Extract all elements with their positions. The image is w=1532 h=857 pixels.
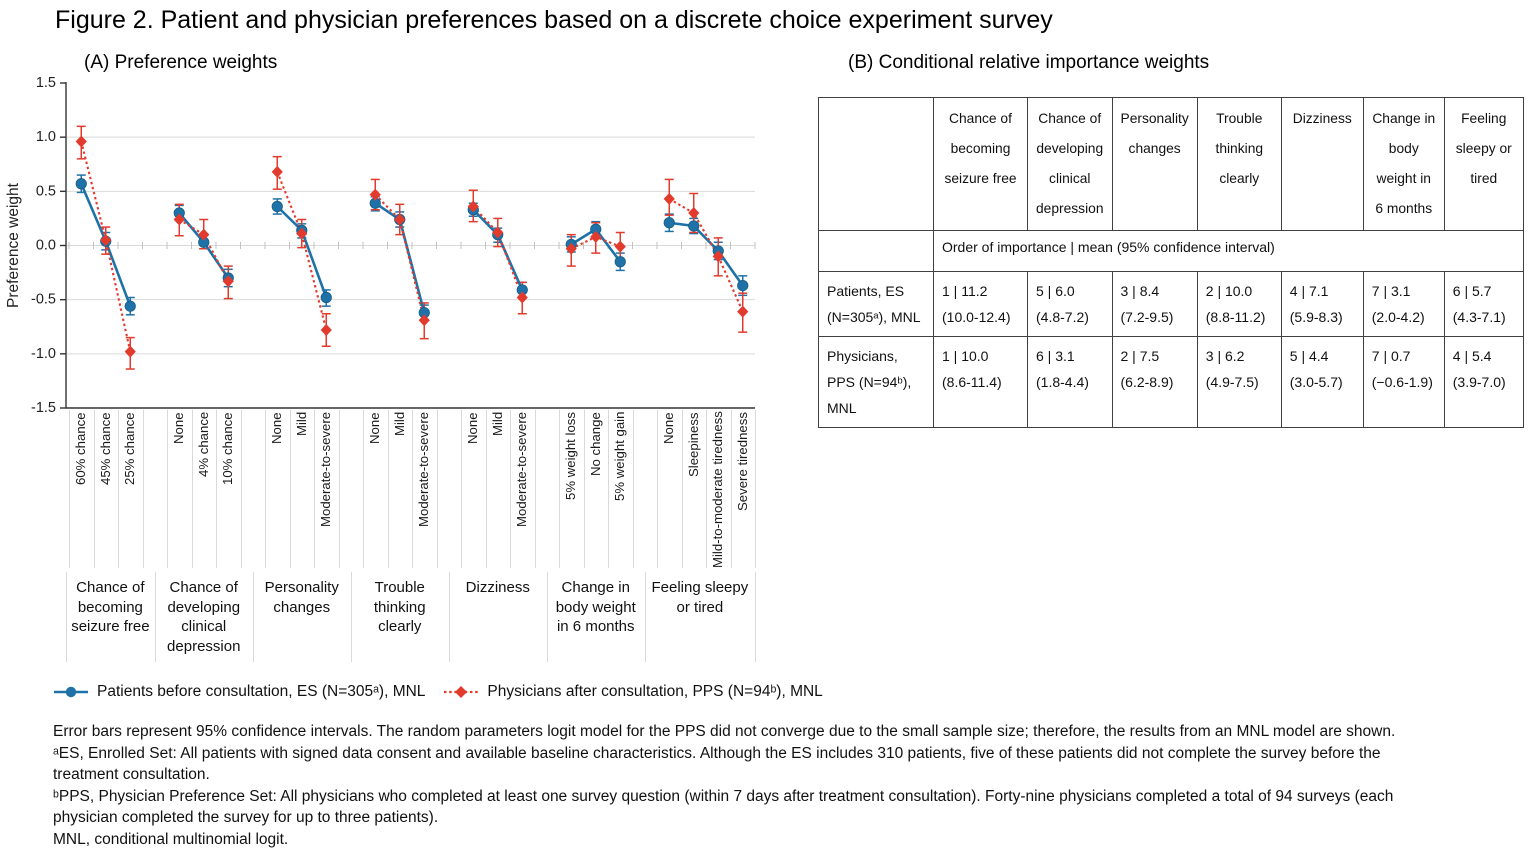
table-cell: 3 | 8.4 (7.2-9.5) xyxy=(1112,272,1197,337)
x-category-label: 5% weight gain xyxy=(612,412,628,502)
category-separator xyxy=(657,410,658,568)
x-category-label: 45% chance xyxy=(97,412,113,485)
col-header: Chance of becoming seizure free xyxy=(934,98,1028,231)
category-separator xyxy=(118,410,119,568)
category-separator xyxy=(510,410,511,568)
table-cell: 2 | 7.5 (6.2-8.9) xyxy=(1112,337,1197,428)
y-tick-label: 0.0 xyxy=(35,237,56,254)
category-separator xyxy=(314,410,315,568)
x-category-label: None xyxy=(367,412,383,444)
category-separator xyxy=(290,410,291,568)
group-separator xyxy=(755,572,756,662)
category-separator xyxy=(584,410,585,568)
x-category-label: Moderate-to-severe xyxy=(416,412,432,528)
legend-label-patients: Patients before consultation, ES (N=305ᵃ), MNL xyxy=(97,683,426,700)
x-category-label: Mild xyxy=(391,412,407,437)
corner-cell xyxy=(819,98,934,231)
x-category-label: None xyxy=(171,412,187,444)
table-cell: 1 | 11.2 (10.0-12.4) xyxy=(934,272,1028,337)
x-group-label: Dizziness xyxy=(465,579,530,596)
category-separator xyxy=(559,410,560,568)
table-cell: 7 | 3.1 (2.0-4.2) xyxy=(1363,272,1444,337)
category-separator xyxy=(486,410,487,568)
x-category-label: None xyxy=(269,412,285,444)
category-separator xyxy=(339,410,340,568)
x-category-label: Mild xyxy=(293,412,309,437)
category-separator xyxy=(265,410,266,568)
category-separator xyxy=(69,410,70,568)
footnote-pps: ᵇPPS, Physician Preference Set: All physicians who completed at least one survey question (within 7 days after treatment consultation). Forty-nine physicians completed a total of 94 surveys (each physician completed the survey for up to three patients). xyxy=(53,787,1394,826)
table-row-physicians xyxy=(819,337,1524,428)
x-category-label: 60% chance xyxy=(73,412,89,485)
y-tick-label: 0.5 xyxy=(35,183,56,200)
x-group-label: Change in body weight in 6 months xyxy=(555,579,636,635)
legend-item-patients xyxy=(53,683,425,701)
x-category-label: 5% weight loss xyxy=(563,412,579,500)
x-category-label: Moderate-to-severe xyxy=(514,412,530,528)
footnote-mnl: MNL, conditional multinomial logit. xyxy=(53,830,289,848)
table-cell: 6 | 3.1 (1.8-4.4) xyxy=(1028,337,1113,428)
table-cell: 7 | 0.7 (−0.6-1.9) xyxy=(1363,337,1444,428)
col-header: Trouble thinking clearly xyxy=(1197,98,1281,231)
category-separator xyxy=(535,410,536,568)
footnote-error-bars: Error bars represent 95% confidence intervals. The random parameters logit model for the PPS did not converge due to the small sample size; therefore, the results from an MNL model are shown. xyxy=(53,723,1396,740)
x-category-label: None xyxy=(465,412,481,444)
category-separator xyxy=(192,410,193,568)
y-axis-title: Preference weight xyxy=(5,183,22,308)
physicians-dotted-diamond-icon xyxy=(443,685,479,699)
legend-label-physicians: Physicians after consultation, PPS (N=94ᵇ), MNL xyxy=(487,683,823,700)
category-separator xyxy=(143,410,144,568)
col-header: Change in body weight in 6 months xyxy=(1363,98,1444,231)
x-category-label: 25% chance xyxy=(122,412,138,485)
x-category-label: Sleepiness xyxy=(685,412,701,477)
table-subheader-row xyxy=(819,231,1524,272)
x-group-label: Personality changes xyxy=(264,579,339,616)
x-category-label: No change xyxy=(587,412,603,476)
y-tick-label: -1.5 xyxy=(31,400,56,416)
x-group-label: Chance of developing clinical depression xyxy=(167,579,241,655)
row-label: Patients, ES (N=305ᵃ), MNL xyxy=(819,272,934,337)
category-separator xyxy=(94,410,95,568)
x-category-label: Moderate-to-severe xyxy=(318,412,334,528)
table-cell: 2 | 10.0 (8.8-11.2) xyxy=(1197,272,1281,337)
importance-table xyxy=(818,97,1524,428)
category-separator xyxy=(241,410,242,568)
category-separator xyxy=(706,410,707,568)
x-category-label: 4% chance xyxy=(195,412,211,478)
table-cell: 5 | 6.0 (4.8-7.2) xyxy=(1028,272,1113,337)
x-category-label: Mild xyxy=(489,412,505,437)
chart-axis-labels xyxy=(0,0,780,680)
category-separator xyxy=(461,410,462,568)
x-category-label: Severe tiredness xyxy=(734,412,750,511)
col-header: Chance of developing clinical depression xyxy=(1028,98,1113,231)
category-separator xyxy=(216,410,217,568)
y-tick-label: -1.0 xyxy=(31,345,56,362)
patients-line-circle-icon xyxy=(53,685,89,699)
panel-a-title: (A) Preference weights xyxy=(84,52,278,73)
table-cell: 4 | 5.4 (3.9-7.0) xyxy=(1444,337,1523,428)
chart-legend xyxy=(53,683,823,701)
subheader-cell: Order of importance | mean (95% confidence interval) xyxy=(934,231,1524,272)
y-tick-label: 1.0 xyxy=(35,129,56,146)
category-separator xyxy=(363,410,364,568)
table-cell: 3 | 6.2 (4.9-7.5) xyxy=(1197,337,1281,428)
x-group-label: Trouble thinking clearly xyxy=(373,579,426,635)
row-label: Physicians, PPS (N=94ᵇ), MNL xyxy=(819,337,934,428)
x-category-label: 10% chance xyxy=(220,412,236,485)
category-separator xyxy=(167,410,168,568)
category-separator xyxy=(731,410,732,568)
category-separator xyxy=(437,410,438,568)
table-cell: 6 | 5.7 (4.3-7.1) xyxy=(1444,272,1523,337)
footnote-es: ᵃES, Enrolled Set: All patients with signed data consent and available baseline characteristics. Although the ES includes 310 patients, five of these patients did not complete the survey before the treatment consultation. xyxy=(53,744,1381,783)
x-category-label: None xyxy=(661,412,677,444)
table-cell: 4 | 7.1 (5.9-8.3) xyxy=(1281,272,1363,337)
col-header: Feeling sleepy or tired xyxy=(1444,98,1523,231)
x-group-label: Feeling sleepy or tired xyxy=(651,579,749,616)
category-separator xyxy=(755,410,756,568)
col-header: Dizziness xyxy=(1281,98,1363,231)
category-separator xyxy=(608,410,609,568)
y-tick-label: 1.5 xyxy=(35,75,56,91)
category-separator xyxy=(633,410,634,568)
table-cell: 5 | 4.4 (3.0-5.7) xyxy=(1281,337,1363,428)
table-cell: 1 | 10.0 (8.6-11.4) xyxy=(934,337,1028,428)
empty-cell xyxy=(819,231,934,272)
table-header-row xyxy=(819,98,1524,231)
y-tick-label: -0.5 xyxy=(31,291,56,308)
col-header: Personality changes xyxy=(1112,98,1197,231)
category-separator xyxy=(388,410,389,568)
x-category-label: Mild-to-moderate tiredness xyxy=(710,411,726,568)
table-row-patients xyxy=(819,272,1524,337)
legend-item-physicians xyxy=(443,683,822,701)
x-group-label: Chance of becoming seizure free xyxy=(71,579,150,635)
figure-title: Figure 2. Patient and physician preferences based on a discrete choice experiment survey xyxy=(55,6,1053,34)
category-separator xyxy=(682,410,683,568)
category-separator xyxy=(412,410,413,568)
panel-b-title: (B) Conditional relative importance weights xyxy=(848,52,1210,73)
footnotes xyxy=(53,721,1421,850)
